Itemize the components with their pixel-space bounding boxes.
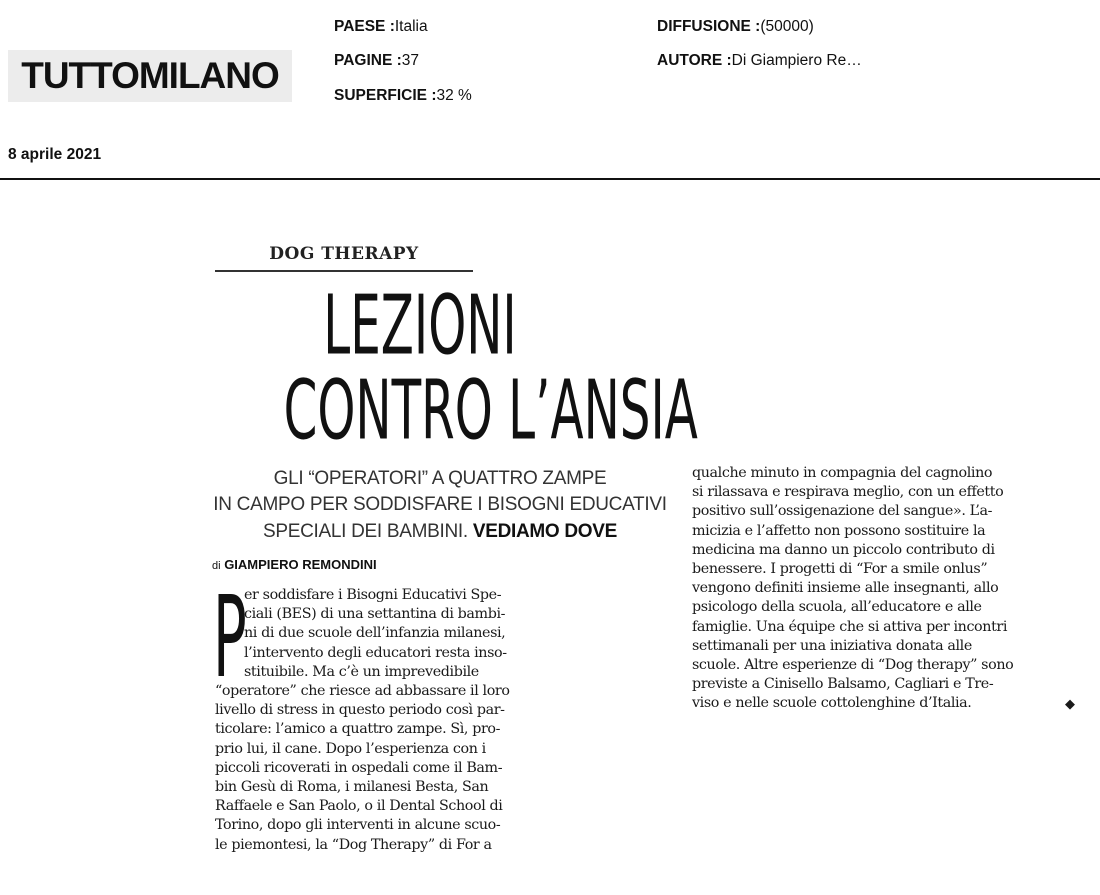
article-text-line: Raffaele e San Paolo, o il Dental School di bbox=[215, 798, 503, 815]
article-text-line: si rilassava e respirava meglio, con un effetto bbox=[692, 484, 1004, 501]
meta-diffusione bbox=[657, 18, 814, 36]
header-divider bbox=[0, 178, 1100, 180]
article-text-line: prio lui, il cane. Dopo l’esperienza con i bbox=[215, 740, 486, 757]
masthead-logo: TUTTOMILANO bbox=[8, 50, 292, 102]
meta-value: 37 bbox=[401, 52, 419, 69]
article-text-line: vengono definiti insieme alle insegnanti, allo bbox=[692, 580, 999, 597]
byline-author: GIAMPIERO REMONDINI bbox=[224, 557, 377, 572]
meta-label: DIFFUSIONE : bbox=[657, 18, 761, 35]
article-text-line: le piemontesi, la “Dog Therapy” di For a bbox=[215, 836, 492, 853]
article-text-line: medicina ma danno un piccolo contributo di bbox=[692, 541, 995, 558]
article-text-line: ticolare: l’amico a quattro zampe. Sì, pro- bbox=[215, 721, 501, 738]
headline-line-1: LEZIONI bbox=[323, 278, 517, 374]
article-text-line: livello di stress in questo periodo così par- bbox=[215, 702, 505, 719]
subheading-text: SPECIALI DEI BAMBINI. bbox=[262, 521, 468, 542]
meta-paese bbox=[334, 18, 428, 36]
article-kicker: DOG THERAPY bbox=[269, 244, 419, 264]
drop-cap: P bbox=[213, 573, 247, 703]
meta-label: SUPERFICIE : bbox=[334, 87, 437, 104]
kicker-underline bbox=[215, 270, 473, 272]
article-text-line: famiglie. Una équipe che si attiva per incontri bbox=[692, 618, 1008, 635]
byline-prefix: di bbox=[212, 560, 221, 572]
article-text-line: bin Gesù di Roma, i milanesi Besta, San bbox=[215, 779, 489, 795]
article-text-line: micizia e l’affetto non possono sostituire la bbox=[692, 522, 986, 539]
article-text-line: benessere. I progetti di “For a smile onlus” bbox=[692, 561, 988, 577]
end-of-article-diamond-icon: ◆ bbox=[1065, 697, 1075, 713]
article-text-line: Torino, dopo gli interventi in alcune scuo- bbox=[215, 817, 501, 834]
subheading-emphasis: VEDIAMO DOVE bbox=[472, 521, 618, 542]
publication-date: 8 aprile 2021 bbox=[8, 146, 102, 163]
article-text-line: ni di due scuole dell’infanzia milanesi, bbox=[244, 625, 506, 642]
headline-line-2: CONTRO L’ANSIA bbox=[283, 363, 698, 459]
meta-label: PAESE : bbox=[334, 18, 395, 35]
article-text-line: piccoli ricoverati in ospedali come il Bam- bbox=[215, 759, 503, 776]
article-text-line: previste a Cinisello Balsamo, Cagliari e Tre- bbox=[692, 676, 994, 693]
article-text-line: “operatore” che riesce ad abbassare il loro bbox=[215, 683, 510, 699]
meta-superficie bbox=[334, 87, 472, 105]
meta-value: Italia bbox=[394, 18, 428, 35]
subheading-line-3 bbox=[200, 519, 680, 544]
meta-value: Di Giampiero Re… bbox=[731, 52, 862, 69]
byline bbox=[212, 557, 377, 572]
article-text-line: stituibile. Ma c’è un imprevedibile bbox=[244, 663, 479, 680]
article-text-line: positivo sull’ossigenazione del sangue». L’a- bbox=[692, 503, 992, 520]
meta-pagine bbox=[334, 52, 419, 70]
article-text-line: er soddisfare i Bisogni Educativi Spe- bbox=[244, 587, 502, 603]
article-text-line: scuole. Altre esperienze di “Dog therapy” sono bbox=[692, 657, 1014, 673]
article-text-line: ciali (BES) di una settantina di bambi- bbox=[244, 606, 506, 623]
article-text-line: viso e nelle scuole cottolenghine d’Italia. bbox=[692, 695, 972, 712]
article-text-line: l’intervento degli educatori resta inso- bbox=[244, 644, 507, 661]
meta-value: 32 % bbox=[436, 87, 472, 104]
meta-label: PAGINE : bbox=[334, 52, 402, 69]
meta-value: (50000) bbox=[760, 18, 814, 35]
subheading-line-2: IN CAMPO PER SODDISFARE I BISOGNI EDUCATIVI bbox=[213, 494, 667, 515]
article-text-line: qualche minuto in compagnia del cagnolino bbox=[692, 465, 993, 481]
subheading-line-1: GLI “OPERATORI” A QUATTRO ZAMPE bbox=[273, 468, 607, 489]
article-text-line: psicologo della scuola, all’educatore e alle bbox=[692, 599, 982, 616]
meta-autore bbox=[657, 52, 862, 70]
meta-label: AUTORE : bbox=[657, 52, 732, 69]
article-text-line: settimanali per una iniziativa donata alle bbox=[692, 637, 972, 654]
